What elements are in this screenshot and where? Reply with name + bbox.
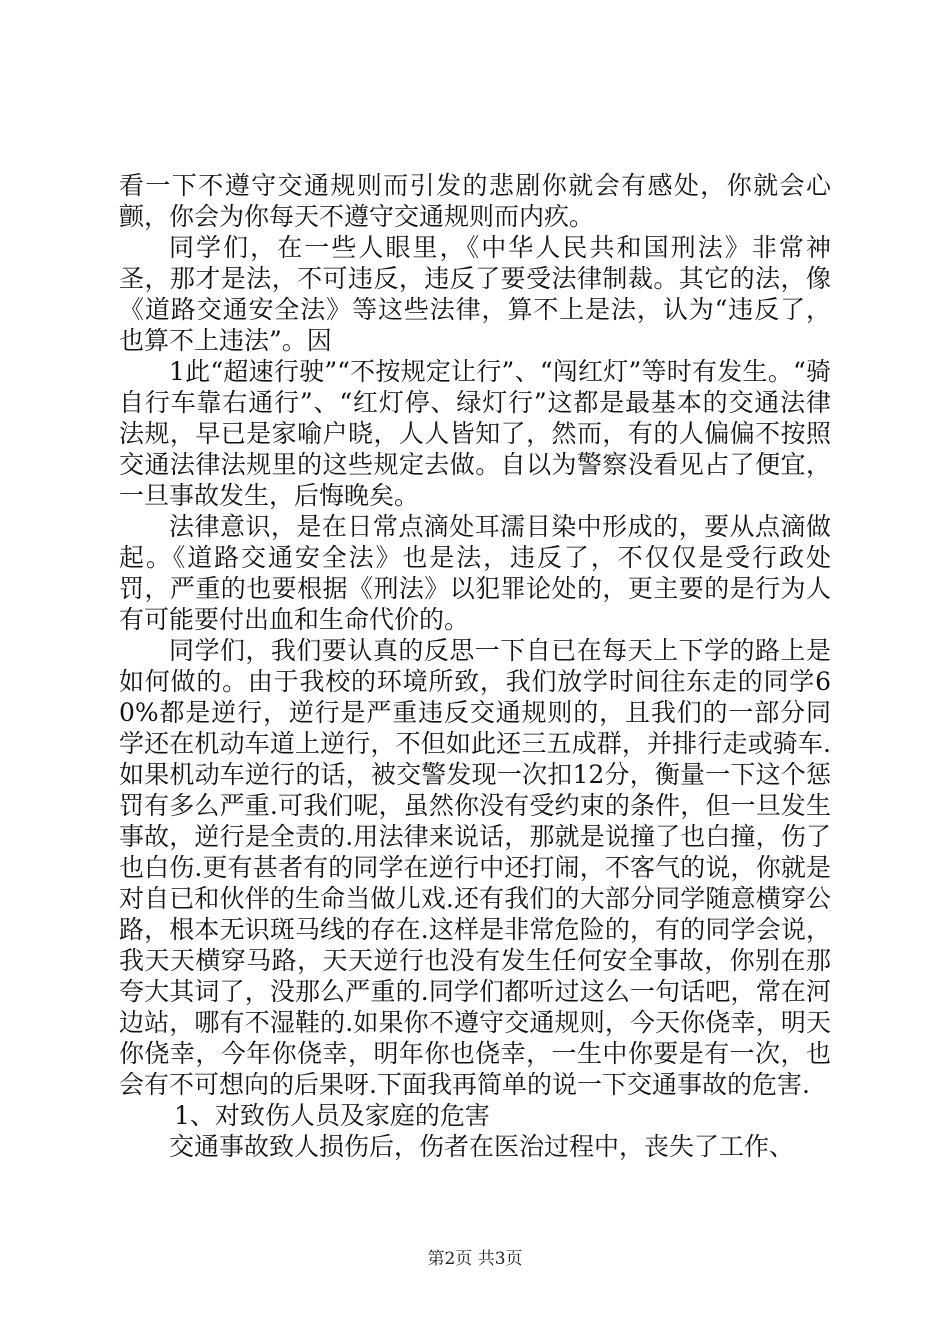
section-heading-harm: 1、对致伤人员及家庭的危害 <box>174 1101 490 1130</box>
paragraph-continuation: 看一下不遵守交通规则而引发的悲剧你就会有感处，你就会心颤，你会为你每天不遵守交通规则而内疚。 <box>119 171 831 231</box>
paragraph-legal-awareness: 法律意识，是在日常点滴处耳濡目染中形成的，要从点滴做起。《道路交通安全法》也是法，违反了，不仅仅是受行政处罚，严重的也要根据《刑法》以犯罪论处的，更主要的是行为人有可能要付出血和生命代价的。 <box>119 512 831 634</box>
paragraph-violations: 1此“超速行驶”“不按规定让行”、“闯红灯”等时有发生。“骑自行车靠右通行”、“红灯停、绿灯行”这都是最基本的交通法律法规，早已是家喻户晓，人人皆知了，然而，有的人偏偏不按照交通法律法规里的这些规定去做。自以为警察没看见占了便宜，一旦事故发生，后悔晚矣。 <box>119 357 831 510</box>
document-body <box>119 170 831 1162</box>
paragraph-reflection: 同学们，我们要认真的反思一下自已在每天上下学的路上是如何做的。由于我校的环境所致，我们放学时间往东走的同学60%都是逆行，逆行是严重违反交通规则的，且我们的一部分同学还在机动车道上逆行，不但如此还三五成群，并排行走或骑车.如果机动车逆行的话，被交警发现一次扣12分，衡量一下这个惩罚有多么严重.可我们呢，虽然你没有受约束的条件，但一旦发生事故，逆行是全责的.用法律来说话，那就是说撞了也白撞，伤了也白伤.更有甚者有的同学在逆行中还打闹，不客气的说，你就是对自已和伙伴的生命当做儿戏.还有我们的大部分同学随意横穿公路，根本无识斑马线的存在.这样是非常危险的，有的同学会说，我天天横穿马路，天天逆行也没有发生任何安全事故，你别在那夸大其词了，没那么严重的.同学们都听过这么一句话吧，常在河边站，哪有不湿鞋的.如果你不遵守交通规则，今天你侥幸，明天你侥幸，今年你侥幸，明年你也侥幸，一生中你要是有一次，也会有不可想向的后果呀.下面我再简单的说一下交通事故的危害. <box>119 636 831 1099</box>
page-footer: 第2页 共3页 <box>427 1249 523 1269</box>
paragraph-criminal-law: 同学们，在一些人眼里，《中华人民共和国刑法》非常神圣，那才是法，不可违反，违反了要受法律制裁。其它的法，像《道路交通安全法》等这些法律，算不上是法，认为“违反了，也算不上违法”。因 <box>119 233 831 355</box>
paragraph-injury: 交通事故致人损伤后，伤者在医治过程中，丧失了工作、 <box>169 1132 795 1161</box>
